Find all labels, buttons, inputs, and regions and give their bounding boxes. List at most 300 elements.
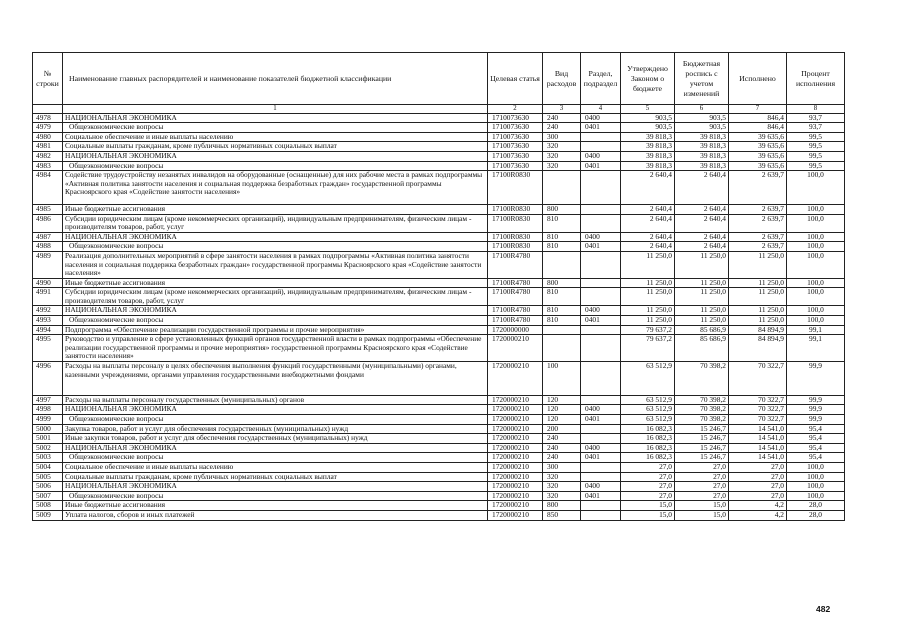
- table-row: [33, 501, 845, 511]
- table-row: [33, 242, 845, 252]
- row-name: Общеэкономические вопросы: [63, 123, 488, 133]
- row-name: Закупка товаров, работ и услуг для обеспечения государственных (муниципальных) нужд: [63, 424, 488, 434]
- row-section: [581, 362, 621, 396]
- row-percent: 28,0: [787, 501, 845, 511]
- row-section: [581, 335, 621, 362]
- row-percent: 100,0: [787, 251, 845, 278]
- row-expense-type: 100: [543, 362, 581, 396]
- row-expense-type: 200: [543, 424, 581, 434]
- row-expense-type: 800: [543, 278, 581, 288]
- row-number: 4997: [33, 395, 63, 405]
- row-budget-plan: 39 818,3: [675, 151, 729, 161]
- row-number: 4986: [33, 214, 63, 232]
- page-number: 482: [816, 604, 831, 614]
- row-name: Социальные выплаты гражданам, кроме публичных нормативных социальных выплат: [63, 472, 488, 482]
- row-executed: 4,2: [729, 501, 787, 511]
- row-approved: 27,0: [621, 482, 675, 492]
- row-executed: 27,0: [729, 472, 787, 482]
- row-name: НАЦИОНАЛЬНАЯ ЭКОНОМИКА: [63, 306, 488, 316]
- row-executed: 14 541,0: [729, 443, 787, 453]
- row-budget-plan: 11 250,0: [675, 278, 729, 288]
- header-percent: Процент исполнения: [787, 53, 845, 105]
- row-number: 4999: [33, 415, 63, 425]
- row-expense-type: 810: [543, 214, 581, 232]
- row-expense-type: [543, 251, 581, 278]
- table-row: [33, 472, 845, 482]
- row-name: Общеэкономические вопросы: [63, 161, 488, 171]
- row-percent: 99,9: [787, 415, 845, 425]
- header-row-no: № строки: [33, 53, 63, 105]
- row-expense-type: 300: [543, 132, 581, 142]
- row-section: [581, 395, 621, 405]
- row-expense-type: 810: [543, 316, 581, 326]
- table-row: [33, 214, 845, 232]
- row-budget-plan: 27,0: [675, 463, 729, 473]
- row-section: 0400: [581, 405, 621, 415]
- row-section: 0400: [581, 443, 621, 453]
- row-approved: 11 250,0: [621, 288, 675, 306]
- row-percent: 95,4: [787, 453, 845, 463]
- row-executed: 4,2: [729, 510, 787, 520]
- row-number: 4990: [33, 278, 63, 288]
- column-number: 5: [621, 105, 675, 114]
- row-approved: 2 640,4: [621, 214, 675, 232]
- row-budget-plan: 11 250,0: [675, 316, 729, 326]
- table-row: [33, 434, 845, 444]
- row-executed: 39 635,6: [729, 132, 787, 142]
- row-section: [581, 472, 621, 482]
- table-row: [33, 123, 845, 133]
- row-budget-plan: 2 640,4: [675, 171, 729, 205]
- row-name: Общеэкономические вопросы: [63, 453, 488, 463]
- row-name: Руководство и управление в сфере установленных функций органов государственной власти в рамках подпрограммы «Обеспечение реализации государственной программы и прочие мероприятия» государственной программы Красноярского края «Содействие занятости населения»: [63, 335, 488, 362]
- row-expense-type: 300: [543, 463, 581, 473]
- row-section: [581, 501, 621, 511]
- row-expense-type: 320: [543, 161, 581, 171]
- row-percent: 99,9: [787, 405, 845, 415]
- column-number: 3: [543, 105, 581, 114]
- row-name: Общеэкономические вопросы: [63, 316, 488, 326]
- row-target-article: 1720000210: [488, 463, 543, 473]
- row-percent: 99,1: [787, 325, 845, 335]
- row-expense-type: 800: [543, 501, 581, 511]
- row-approved: 2 640,4: [621, 232, 675, 242]
- row-budget-plan: 15 246,7: [675, 434, 729, 444]
- row-section: [581, 325, 621, 335]
- row-percent: 100,0: [787, 242, 845, 252]
- header-name: Наименование главных распорядителей и наименование показателей бюджетной классификации: [63, 53, 488, 105]
- row-percent: 28,0: [787, 510, 845, 520]
- row-executed: 11 250,0: [729, 288, 787, 306]
- table-row: [33, 510, 845, 520]
- row-name: Уплата налогов, сборов и иных платежей: [63, 510, 488, 520]
- row-target-article: 1720000210: [488, 491, 543, 501]
- row-section: [581, 434, 621, 444]
- row-budget-plan: 70 398,2: [675, 362, 729, 396]
- row-target-article: 1710073630: [488, 123, 543, 133]
- row-percent: 100,0: [787, 472, 845, 482]
- row-name: Социальное обеспечение и иные выплаты населению: [63, 132, 488, 142]
- row-approved: 39 818,3: [621, 151, 675, 161]
- row-percent: 95,4: [787, 443, 845, 453]
- row-target-article: 17100R0830: [488, 242, 543, 252]
- row-approved: 39 818,3: [621, 142, 675, 152]
- row-target-article: 17100R0830: [488, 232, 543, 242]
- row-name: Общеэкономические вопросы: [63, 415, 488, 425]
- row-budget-plan: 2 640,4: [675, 204, 729, 214]
- row-expense-type: 810: [543, 232, 581, 242]
- row-budget-plan: 11 250,0: [675, 288, 729, 306]
- row-expense-type: 320: [543, 482, 581, 492]
- row-section: 0400: [581, 151, 621, 161]
- row-number: 4989: [33, 251, 63, 278]
- row-approved: 15,0: [621, 501, 675, 511]
- row-name: НАЦИОНАЛЬНАЯ ЭКОНОМИКА: [63, 232, 488, 242]
- row-approved: 63 512,9: [621, 395, 675, 405]
- row-executed: 70 322,7: [729, 415, 787, 425]
- row-expense-type: 120: [543, 395, 581, 405]
- row-expense-type: 810: [543, 306, 581, 316]
- row-name: Субсидии юридическим лицам (кроме некоммерческих организаций), индивидуальным предпринимателям, физическим лицам - производителям товаров, работ, услуг: [63, 288, 488, 306]
- table-row: [33, 306, 845, 316]
- table-row: [33, 161, 845, 171]
- table-row: [33, 278, 845, 288]
- row-number: 4993: [33, 316, 63, 326]
- row-number: 4995: [33, 335, 63, 362]
- row-section: 0401: [581, 415, 621, 425]
- row-percent: 100,0: [787, 463, 845, 473]
- row-budget-plan: 39 818,3: [675, 132, 729, 142]
- row-section: [581, 204, 621, 214]
- row-expense-type: 320: [543, 151, 581, 161]
- row-budget-plan: 27,0: [675, 482, 729, 492]
- row-percent: 100,0: [787, 306, 845, 316]
- header-section: Раздел, подраздел: [581, 53, 621, 105]
- row-approved: 11 250,0: [621, 251, 675, 278]
- row-target-article: 17100R0830: [488, 214, 543, 232]
- row-budget-plan: 39 818,3: [675, 142, 729, 152]
- table-row: [33, 132, 845, 142]
- row-executed: 14 541,0: [729, 453, 787, 463]
- row-percent: 99,5: [787, 132, 845, 142]
- table-row: [33, 325, 845, 335]
- row-number: 5007: [33, 491, 63, 501]
- table-row: [33, 204, 845, 214]
- table-row: [33, 463, 845, 473]
- row-name: Социальные выплаты гражданам, кроме публичных нормативных социальных выплат: [63, 142, 488, 152]
- row-number: 5000: [33, 424, 63, 434]
- row-expense-type: 850: [543, 510, 581, 520]
- row-executed: 84 894,9: [729, 325, 787, 335]
- row-executed: 2 639,7: [729, 171, 787, 205]
- row-approved: 903,5: [621, 113, 675, 123]
- row-number: 5002: [33, 443, 63, 453]
- row-percent: 99,5: [787, 161, 845, 171]
- row-approved: 2 640,4: [621, 204, 675, 214]
- row-number: 4982: [33, 151, 63, 161]
- row-executed: 27,0: [729, 482, 787, 492]
- row-budget-plan: 27,0: [675, 491, 729, 501]
- row-percent: 95,4: [787, 434, 845, 444]
- header-executed: Исполнено: [729, 53, 787, 105]
- row-approved: 79 637,2: [621, 335, 675, 362]
- row-percent: 99,9: [787, 362, 845, 396]
- row-target-article: 1720000210: [488, 362, 543, 396]
- row-target-article: 17100R0830: [488, 204, 543, 214]
- row-executed: 27,0: [729, 491, 787, 501]
- table-row: [33, 288, 845, 306]
- row-percent: 99,5: [787, 151, 845, 161]
- row-target-article: 1720000210: [488, 482, 543, 492]
- row-percent: 100,0: [787, 316, 845, 326]
- row-percent: 100,0: [787, 288, 845, 306]
- row-name: Реализация дополнительных мероприятий в сфере занятости населения в рамках подпрограммы «Активная политика занятости населения и социальная поддержка безработных граждан» государственной программы Красноярского края «Содействие занятости населения»: [63, 251, 488, 278]
- row-target-article: 1710073630: [488, 132, 543, 142]
- table-row: [33, 316, 845, 326]
- row-target-article: 1720000210: [488, 443, 543, 453]
- row-budget-plan: 15,0: [675, 501, 729, 511]
- row-percent: 99,5: [787, 142, 845, 152]
- row-section: [581, 132, 621, 142]
- row-section: 0401: [581, 161, 621, 171]
- row-section: 0401: [581, 123, 621, 133]
- row-executed: 2 639,7: [729, 214, 787, 232]
- row-budget-plan: 70 398,2: [675, 405, 729, 415]
- row-executed: 70 322,7: [729, 405, 787, 415]
- row-approved: 16 082,3: [621, 424, 675, 434]
- row-expense-type: 240: [543, 113, 581, 123]
- row-approved: 16 082,3: [621, 453, 675, 463]
- row-executed: 14 541,0: [729, 434, 787, 444]
- row-number: 4987: [33, 232, 63, 242]
- row-approved: 16 082,3: [621, 434, 675, 444]
- row-target-article: 1720000210: [488, 434, 543, 444]
- row-name: Общеэкономические вопросы: [63, 242, 488, 252]
- row-budget-plan: 39 818,3: [675, 161, 729, 171]
- row-budget-plan: 85 686,9: [675, 325, 729, 335]
- row-budget-plan: 11 250,0: [675, 251, 729, 278]
- table-row: [33, 482, 845, 492]
- row-approved: 11 250,0: [621, 316, 675, 326]
- budget-table: [32, 52, 845, 521]
- row-expense-type: 240: [543, 123, 581, 133]
- row-budget-plan: 2 640,4: [675, 242, 729, 252]
- row-percent: 100,0: [787, 278, 845, 288]
- row-expense-type: [543, 325, 581, 335]
- table-row: [33, 113, 845, 123]
- row-budget-plan: 2 640,4: [675, 214, 729, 232]
- row-number: 4985: [33, 204, 63, 214]
- row-budget-plan: 70 398,2: [675, 395, 729, 405]
- row-section: 0400: [581, 113, 621, 123]
- column-number: 7: [729, 105, 787, 114]
- row-name: НАЦИОНАЛЬНАЯ ЭКОНОМИКА: [63, 443, 488, 453]
- row-target-article: 1720000210: [488, 335, 543, 362]
- row-number: 4994: [33, 325, 63, 335]
- row-number: 4978: [33, 113, 63, 123]
- row-expense-type: 320: [543, 142, 581, 152]
- row-budget-plan: 11 250,0: [675, 306, 729, 316]
- row-number: 4984: [33, 171, 63, 205]
- row-name: Субсидии юридическим лицам (кроме некоммерческих организаций), индивидуальным предпринимателям, физическим лицам - производителям товаров, работ, услуг: [63, 214, 488, 232]
- row-target-article: 1710073630: [488, 142, 543, 152]
- row-budget-plan: 2 640,4: [675, 232, 729, 242]
- row-name: Расходы на выплаты персоналу государственных (муниципальных) органов: [63, 395, 488, 405]
- row-executed: 39 635,6: [729, 161, 787, 171]
- row-target-article: 1720000210: [488, 424, 543, 434]
- row-budget-plan: 15 246,7: [675, 424, 729, 434]
- row-section: 0401: [581, 453, 621, 463]
- row-target-article: 1710073630: [488, 161, 543, 171]
- row-percent: 100,0: [787, 491, 845, 501]
- column-number: [33, 105, 63, 114]
- row-section: 0400: [581, 306, 621, 316]
- row-percent: 95,4: [787, 424, 845, 434]
- row-expense-type: 810: [543, 288, 581, 306]
- row-budget-plan: 85 686,9: [675, 335, 729, 362]
- row-approved: 39 818,3: [621, 161, 675, 171]
- row-percent: 93,7: [787, 123, 845, 133]
- column-number: 6: [675, 105, 729, 114]
- row-expense-type: 320: [543, 491, 581, 501]
- row-budget-plan: 903,5: [675, 123, 729, 133]
- row-target-article: 1720000000: [488, 325, 543, 335]
- row-target-article: 1720000210: [488, 472, 543, 482]
- row-name: НАЦИОНАЛЬНАЯ ЭКОНОМИКА: [63, 482, 488, 492]
- table-row: [33, 415, 845, 425]
- row-number: 5003: [33, 453, 63, 463]
- row-section: 0400: [581, 232, 621, 242]
- row-expense-type: 240: [543, 453, 581, 463]
- row-percent: 100,0: [787, 214, 845, 232]
- row-executed: 846,4: [729, 113, 787, 123]
- row-approved: 27,0: [621, 491, 675, 501]
- row-approved: 2 640,4: [621, 242, 675, 252]
- row-number: 5005: [33, 472, 63, 482]
- row-number: 5006: [33, 482, 63, 492]
- row-section: 0401: [581, 491, 621, 501]
- row-budget-plan: 70 398,2: [675, 415, 729, 425]
- row-section: [581, 288, 621, 306]
- row-expense-type: 120: [543, 405, 581, 415]
- row-name: НАЦИОНАЛЬНАЯ ЭКОНОМИКА: [63, 405, 488, 415]
- column-number: 4: [581, 105, 621, 114]
- row-number: 4981: [33, 142, 63, 152]
- row-expense-type: 810: [543, 242, 581, 252]
- row-section: [581, 510, 621, 520]
- row-executed: 39 635,6: [729, 142, 787, 152]
- column-number-row: [33, 105, 845, 114]
- row-name: Социальное обеспечение и иные выплаты населению: [63, 463, 488, 473]
- row-number: 5009: [33, 510, 63, 520]
- budget-sheet: [32, 52, 844, 521]
- row-percent: 99,9: [787, 395, 845, 405]
- row-approved: 39 818,3: [621, 132, 675, 142]
- row-name: НАЦИОНАЛЬНАЯ ЭКОНОМИКА: [63, 151, 488, 161]
- table-row: [33, 171, 845, 205]
- row-executed: 39 635,6: [729, 151, 787, 161]
- row-name: НАЦИОНАЛЬНАЯ ЭКОНОМИКА: [63, 113, 488, 123]
- row-expense-type: [543, 335, 581, 362]
- table-row: [33, 362, 845, 396]
- header-expense-type: Вид расходов: [543, 53, 581, 105]
- row-approved: 27,0: [621, 463, 675, 473]
- row-target-article: 1710073630: [488, 151, 543, 161]
- row-executed: 70 322,7: [729, 395, 787, 405]
- row-section: [581, 424, 621, 434]
- row-approved: 79 637,2: [621, 325, 675, 335]
- row-executed: 11 250,0: [729, 251, 787, 278]
- row-target-article: 17100R0830: [488, 171, 543, 205]
- row-executed: 846,4: [729, 123, 787, 133]
- row-budget-plan: 15 246,7: [675, 443, 729, 453]
- row-target-article: 1720000210: [488, 501, 543, 511]
- row-approved: 16 082,3: [621, 443, 675, 453]
- row-section: 0400: [581, 482, 621, 492]
- row-percent: 99,1: [787, 335, 845, 362]
- row-number: 4988: [33, 242, 63, 252]
- row-name: Содействие трудоустройству незанятых инвалидов на оборудованные (оснащенные) для них рабочие места в рамках подпрограммы «Активная политика занятости населения и социальная поддержка безработных граждан» государственной программы Красноярского края «Содействие занятости населения»: [63, 171, 488, 205]
- header-budget-plan: Бюджетная роспись с учетом изменений: [675, 53, 729, 105]
- row-expense-type: 240: [543, 434, 581, 444]
- row-approved: 27,0: [621, 472, 675, 482]
- table-row: [33, 335, 845, 362]
- row-approved: 11 250,0: [621, 278, 675, 288]
- row-section: [581, 278, 621, 288]
- row-number: 5008: [33, 501, 63, 511]
- row-target-article: 1720000210: [488, 453, 543, 463]
- row-target-article: 1720000210: [488, 405, 543, 415]
- row-section: [581, 463, 621, 473]
- row-executed: 84 894,9: [729, 335, 787, 362]
- row-number: 4991: [33, 288, 63, 306]
- column-number: 1: [63, 105, 488, 114]
- row-number: 5004: [33, 463, 63, 473]
- table-row: [33, 443, 845, 453]
- row-expense-type: 240: [543, 443, 581, 453]
- row-budget-plan: 15,0: [675, 510, 729, 520]
- header-row: [33, 53, 845, 105]
- table-row: [33, 151, 845, 161]
- row-percent: 93,7: [787, 113, 845, 123]
- table-row: [33, 251, 845, 278]
- row-approved: 2 640,4: [621, 171, 675, 205]
- table-row: [33, 424, 845, 434]
- row-executed: 11 250,0: [729, 306, 787, 316]
- row-executed: 14 541,0: [729, 424, 787, 434]
- table-row: [33, 453, 845, 463]
- row-target-article: 17100R4780: [488, 306, 543, 316]
- row-name: Иные бюджетные ассигнования: [63, 204, 488, 214]
- row-target-article: 17100R4780: [488, 278, 543, 288]
- row-expense-type: 120: [543, 415, 581, 425]
- row-percent: 100,0: [787, 204, 845, 214]
- row-executed: 70 322,7: [729, 362, 787, 396]
- row-budget-plan: 15 246,7: [675, 453, 729, 463]
- row-executed: 2 639,7: [729, 232, 787, 242]
- row-percent: 100,0: [787, 232, 845, 242]
- row-executed: 11 250,0: [729, 278, 787, 288]
- row-budget-plan: 903,5: [675, 113, 729, 123]
- row-number: 4996: [33, 362, 63, 396]
- row-expense-type: 320: [543, 472, 581, 482]
- row-name: Иные бюджетные ассигнования: [63, 501, 488, 511]
- row-name: Подпрограмма «Обеспечение реализации государственной программы и прочие мероприятия»: [63, 325, 488, 335]
- header-approved: Утверждено Законом о бюджете: [621, 53, 675, 105]
- row-target-article: 1720000210: [488, 395, 543, 405]
- row-approved: 11 250,0: [621, 306, 675, 316]
- table-row: [33, 491, 845, 501]
